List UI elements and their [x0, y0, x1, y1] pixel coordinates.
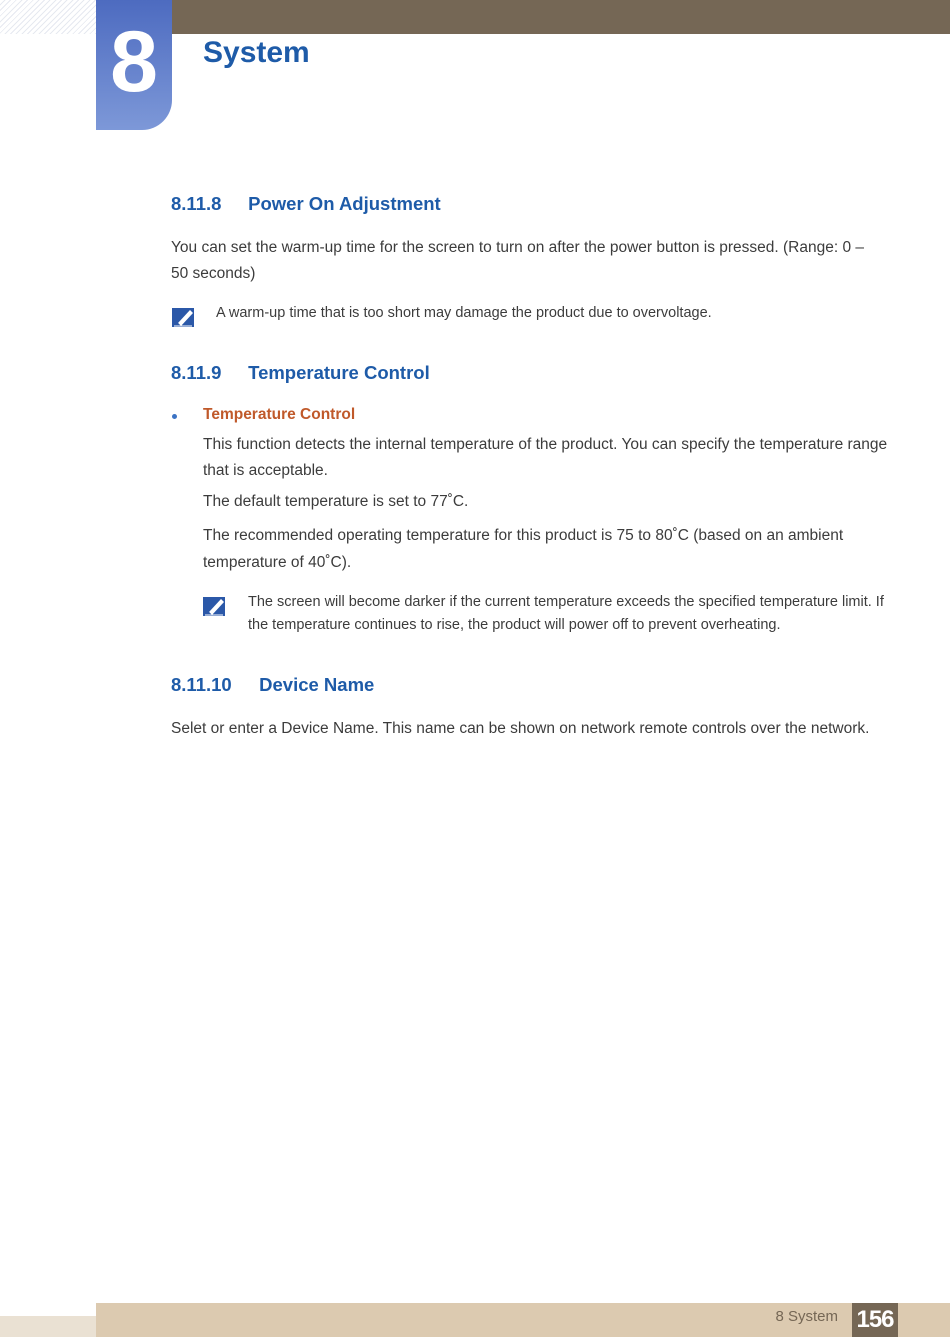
section-heading-temperature-control	[171, 362, 430, 384]
chapter-number-tab: 8	[96, 0, 172, 130]
chapter-title: System	[203, 36, 310, 69]
footer-left-strip	[0, 1316, 96, 1337]
section-body: You can set the warm-up time for the screen to turn on after the power button is pressed. (Range: 0 – 50 seconds)	[171, 239, 865, 282]
bullet-dot	[172, 414, 177, 419]
footer-chapter-label: 8 System	[775, 1308, 838, 1325]
header-hatch-pattern	[0, 0, 96, 34]
section-title: Temperature Control	[248, 362, 430, 383]
paragraph: The default temperature is set to 77˚C.	[203, 493, 469, 510]
note-pencil-icon	[172, 306, 196, 328]
section-number: 8.11.8	[171, 193, 222, 214]
section-number: 8.11.10	[171, 674, 232, 695]
note-pencil-icon	[203, 595, 227, 617]
section-heading-device-name	[171, 674, 374, 696]
bullet-title: Temperature Control	[203, 406, 356, 423]
page-number: 156	[852, 1303, 898, 1337]
section-title: Power On Adjustment	[248, 193, 441, 214]
section-number: 8.11.9	[171, 362, 222, 383]
section-body: Selet or enter a Device Name. This name can be shown on network remote controls over the network.	[171, 720, 870, 737]
note-text: The screen will become darker if the current temperature exceeds the specified temperature limit. If the temperature continues to rise, the product will power off to prevent overheating.	[248, 594, 884, 633]
section-heading-power-on-adjustment	[171, 193, 441, 215]
section-title: Device Name	[259, 674, 375, 695]
paragraph: The recommended operating temperature for this product is 75 to 80˚C (based on an ambient temperature of 40˚C).	[203, 527, 844, 571]
header-bar	[96, 0, 950, 34]
note-text: A warm-up time that is too short may damage the product due to overvoltage.	[216, 305, 712, 321]
paragraph: This function detects the internal temperature of the product. You can specify the temperature range that is acceptable.	[203, 436, 888, 479]
